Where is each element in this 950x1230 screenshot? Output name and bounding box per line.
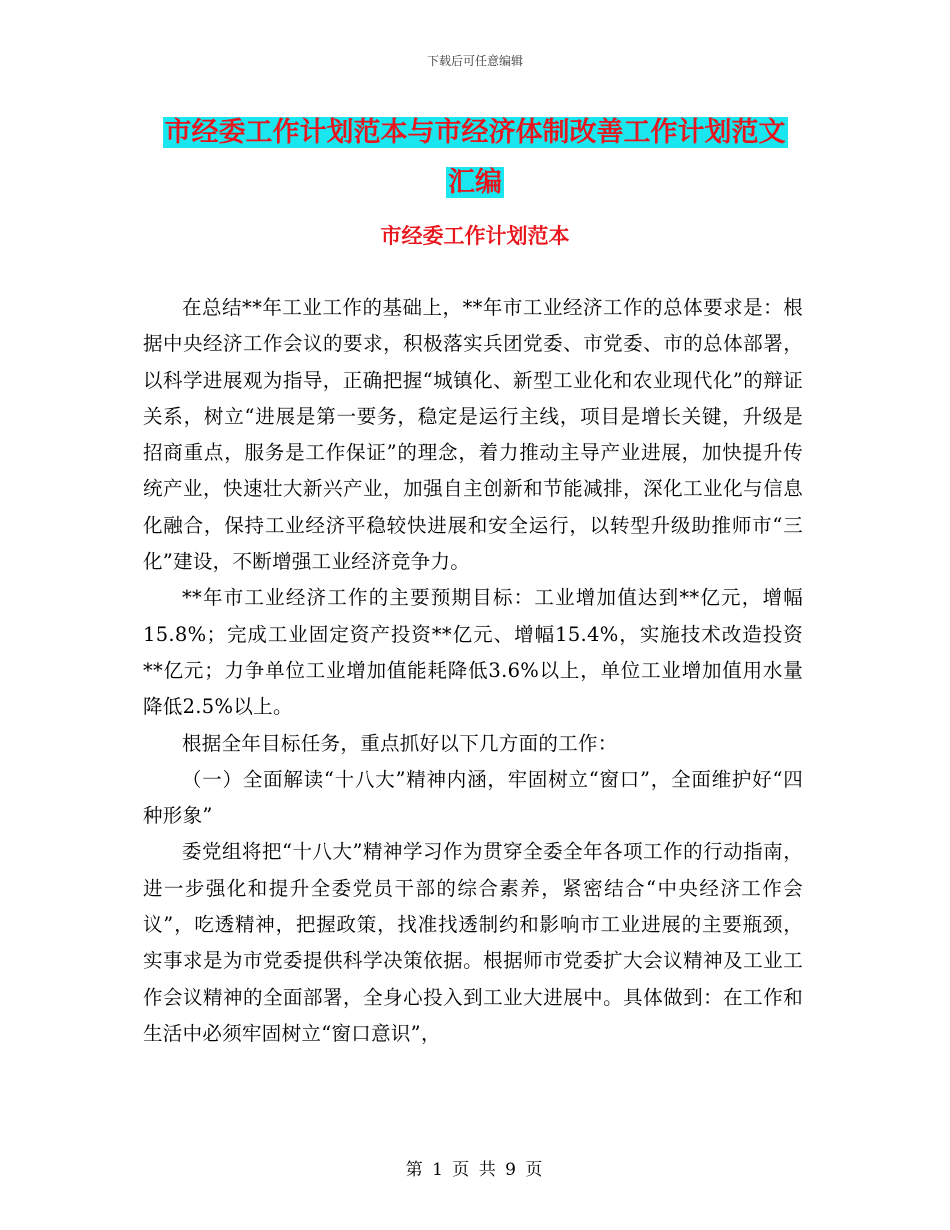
document-title bbox=[140, 108, 810, 208]
document-body bbox=[143, 290, 803, 1052]
paragraph: 委党组将把“十八大”精神学习作为贯穿全委全年各项工作的行动指南，进一步强化和提升全委党员干部的综合素养，紧密结合“中央经济工作会议”，吃透精神，把握政策，找准找透制约和影响市工业进展的主要瓶颈，实事求是为市党委提供科学决策依据。根据师市党委扩大会议精神及工业工作会议精神的全面部署，全身心投入到工业大进展中。具体做到：在工作和生活中必须牢固树立“窗口意识”， bbox=[143, 840, 803, 1045]
page-number: 第 1 页 共 9 页 bbox=[405, 1160, 545, 1180]
header-note: 下载后可任意编辑 bbox=[426, 54, 523, 68]
document-title-line-1: 市经委工作计划范本与市经济体制改善工作计划范文 bbox=[164, 117, 786, 148]
paragraph: 在总结**年工业工作的基础上，**年市工业经济工作的总体要求是：根据中央经济工作会议的要求，积极落实兵团党委、市党委、市的总体部署，以科学进展观为指导，正确把握“城镇化、新型工业化和农业现代化”的辩证关系，树立“进展是第一要务，稳定是运行主线，项目是增长关键，升级是招商重点，服务是工作保证”的理念，着力推动主导产业进展，加快提升传统产业，快速壮大新兴产业，加强自主创新和节能减排，深化工业化与信息化融合，保持工业经济平稳较快进展和安全运行，以转型升级助推师市“三化”建设，不断增强工业经济竞争力。 bbox=[143, 296, 803, 574]
section-title: 市经委工作计划范本 bbox=[380, 224, 570, 248]
paragraph: （一）全面解读“十八大”精神内涵，牢固树立“窗口”，全面维护好“四种形象” bbox=[143, 767, 803, 828]
paragraph: **年市工业经济工作的主要预期目标：工业增加值达到**亿元，增幅15.8%；完成工业固定资产投资**亿元、增幅15.4%，实施技术改造投资**亿元；力争单位工业增加值能耗降低3.6%以上，单位工业增加值用水量降低2.5%以上。 bbox=[143, 586, 803, 719]
paragraph: 根据全年目标任务，重点抓好以下几方面的工作： bbox=[182, 731, 618, 755]
document-title-line-2: 汇编 bbox=[448, 167, 502, 198]
